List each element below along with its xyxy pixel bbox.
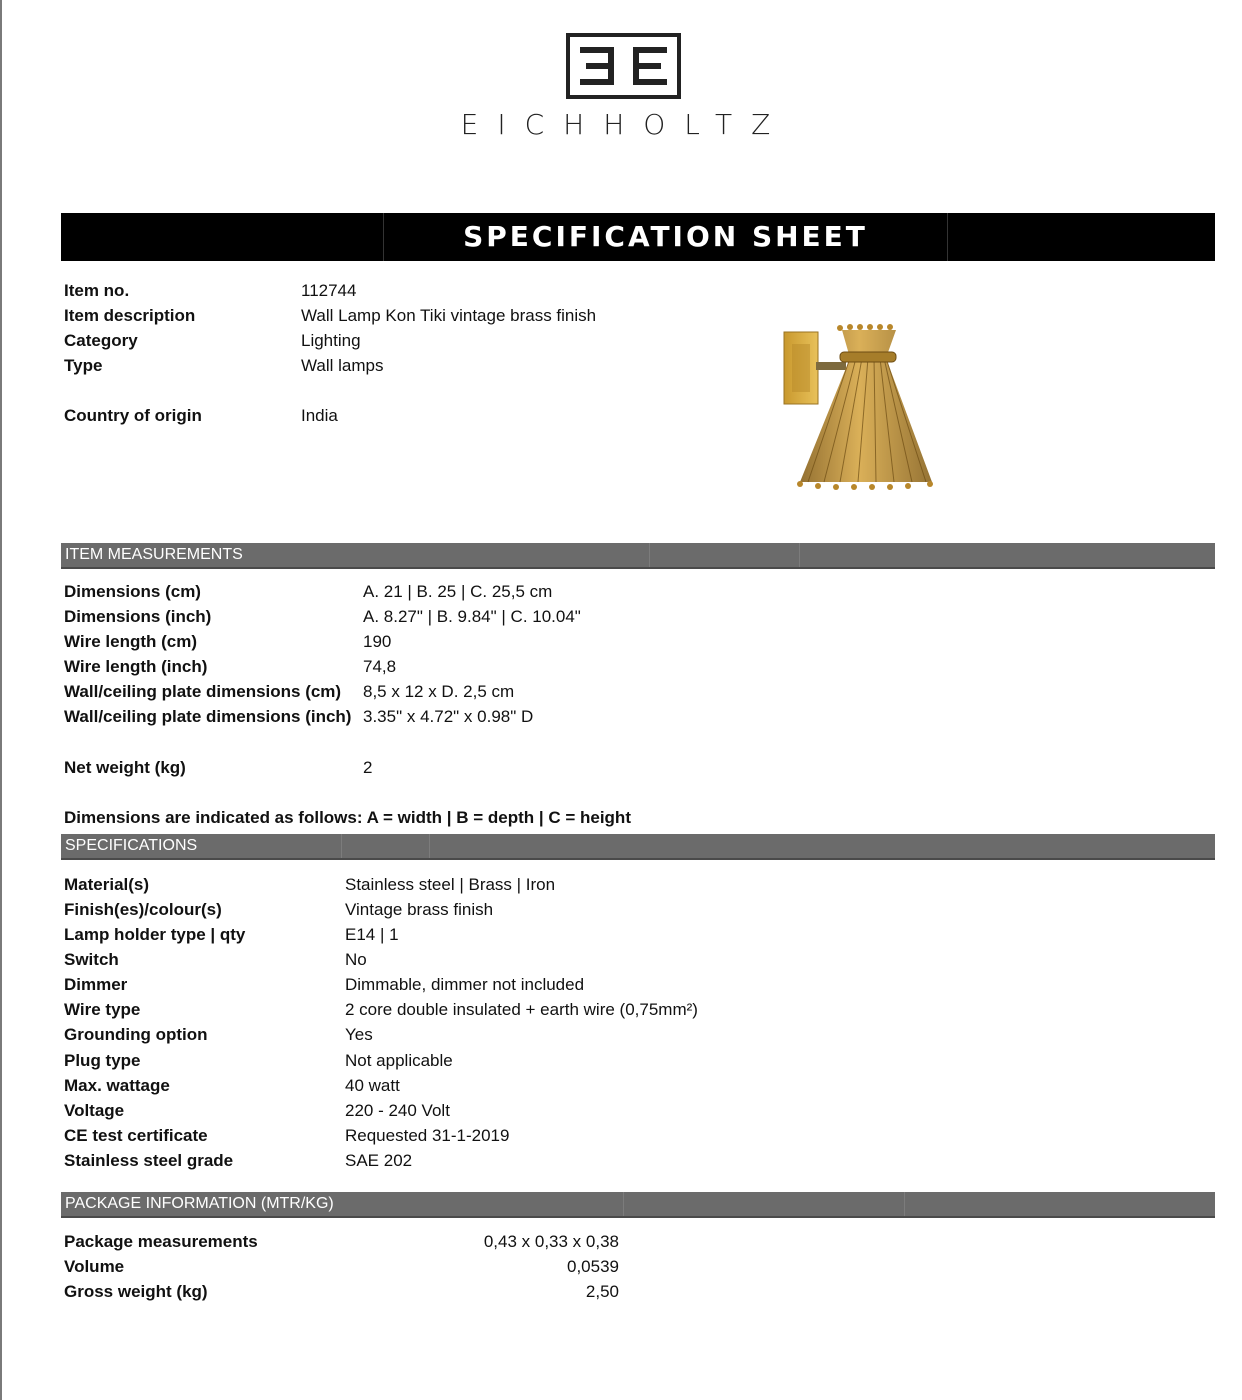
spec-label: Dimmer: [64, 975, 128, 994]
measurement-value: A. 21 | B. 25 | C. 25,5 cm: [363, 582, 553, 601]
section-header-package-information: [61, 1192, 1215, 1216]
measurement-label: Wall/ceiling plate dimensions (inch): [64, 707, 352, 726]
measurement-label: Net weight (kg): [64, 758, 186, 777]
measurement-value: A. 8.27" | B. 9.84" | C. 10.04": [363, 607, 581, 626]
section-cell-divider: [429, 834, 430, 858]
measurement-value: 2: [363, 758, 373, 777]
package-label: Volume: [64, 1257, 125, 1276]
eichholtz-monogram-icon: [566, 33, 681, 99]
measurement-label: Wire length (cm): [64, 632, 198, 651]
info-value: Lighting: [301, 331, 361, 350]
package-label: Package measurements: [64, 1232, 258, 1251]
package-value: 0,43 x 0,33 x 0,38: [483, 1232, 619, 1251]
page-title: SPECIFICATION SHEET: [463, 220, 868, 253]
section-header-specifications: [61, 834, 1215, 858]
section-title: SPECIFICATIONS: [65, 837, 198, 854]
info-label: Type: [64, 356, 103, 375]
section-cell-divider: [649, 543, 650, 567]
spec-value: No: [345, 950, 367, 969]
info-label: Country of origin: [64, 406, 202, 425]
title-bar: [61, 213, 1215, 261]
spec-label: Stainless steel grade: [64, 1151, 234, 1170]
spec-label: Switch: [64, 950, 119, 969]
section-underline: [61, 567, 1215, 569]
info-value: Wall lamps: [301, 356, 384, 375]
measurement-value: 8,5 x 12 x D. 2,5 cm: [363, 682, 515, 701]
spec-value: SAE 202: [345, 1151, 413, 1170]
info-value: India: [301, 406, 338, 425]
package-value: 0,0539: [567, 1257, 619, 1276]
measurement-label: Wall/ceiling plate dimensions (cm): [64, 682, 342, 701]
spec-value: 220 - 240 Volt: [345, 1101, 450, 1120]
measurement-value: 190: [363, 632, 392, 651]
page-border: [0, 0, 2, 1400]
title-divider: [947, 213, 948, 261]
info-value: Wall Lamp Kon Tiki vintage brass finish: [301, 306, 597, 325]
spec-value: Stainless steel | Brass | Iron: [345, 875, 556, 894]
spec-value: E14 | 1: [345, 925, 399, 944]
measurement-label: Dimensions (cm): [64, 582, 201, 601]
measurement-label: Wire length (inch): [64, 657, 208, 676]
spec-label: Finish(es)/colour(s): [64, 900, 222, 919]
brand-wordmark: EICHHOLTZ: [460, 108, 790, 141]
package-value: 2,50: [585, 1282, 619, 1301]
measurement-label: Dimensions (inch): [64, 607, 212, 626]
spec-label: Lamp holder type | qty: [64, 925, 246, 944]
info-label: Item no.: [64, 281, 130, 300]
measurement-value: 3.35" x 4.72" x 0.98" D: [363, 707, 534, 726]
info-value: 112744: [301, 281, 357, 300]
spec-value: Dimmable, dimmer not included: [345, 975, 585, 994]
spec-value: Requested 31-1-2019: [345, 1126, 510, 1145]
section-cell-divider: [341, 834, 342, 858]
section-cell-divider: [904, 1192, 905, 1216]
section-cell-divider: [623, 1192, 624, 1216]
section-underline: [61, 858, 1215, 860]
section-header-item-measurements: [61, 543, 1215, 567]
section-title: ITEM MEASUREMENTS: [65, 546, 243, 563]
info-label: Item description: [64, 306, 196, 325]
package-label: Gross weight (kg): [64, 1282, 208, 1301]
spec-label: Grounding option: [64, 1025, 208, 1044]
spec-label: CE test certificate: [64, 1126, 208, 1145]
spec-value: 2 core double insulated + earth wire (0,75mm²): [345, 1000, 698, 1019]
spec-label: Plug type: [64, 1051, 141, 1070]
spec-value: Yes: [345, 1025, 373, 1044]
wall-lamp-image: [778, 322, 938, 492]
spec-label: Material(s): [64, 875, 150, 894]
spec-value: 40 watt: [345, 1076, 400, 1095]
spec-label: Max. wattage: [64, 1076, 170, 1095]
dimensions-note-text: Dimensions are indicated as follows: A = width | B = depth | C = height: [64, 808, 631, 827]
spec-value: Vintage brass finish: [345, 900, 494, 919]
section-underline: [61, 1216, 1215, 1218]
measurement-value: 74,8: [363, 657, 397, 676]
info-label: Category: [64, 331, 138, 350]
spec-label: Voltage: [64, 1101, 125, 1120]
spec-label: Wire type: [64, 1000, 141, 1019]
section-cell-divider: [799, 543, 800, 567]
section-title: PACKAGE INFORMATION (MTR/KG): [65, 1195, 334, 1212]
spec-value: Not applicable: [345, 1051, 453, 1070]
